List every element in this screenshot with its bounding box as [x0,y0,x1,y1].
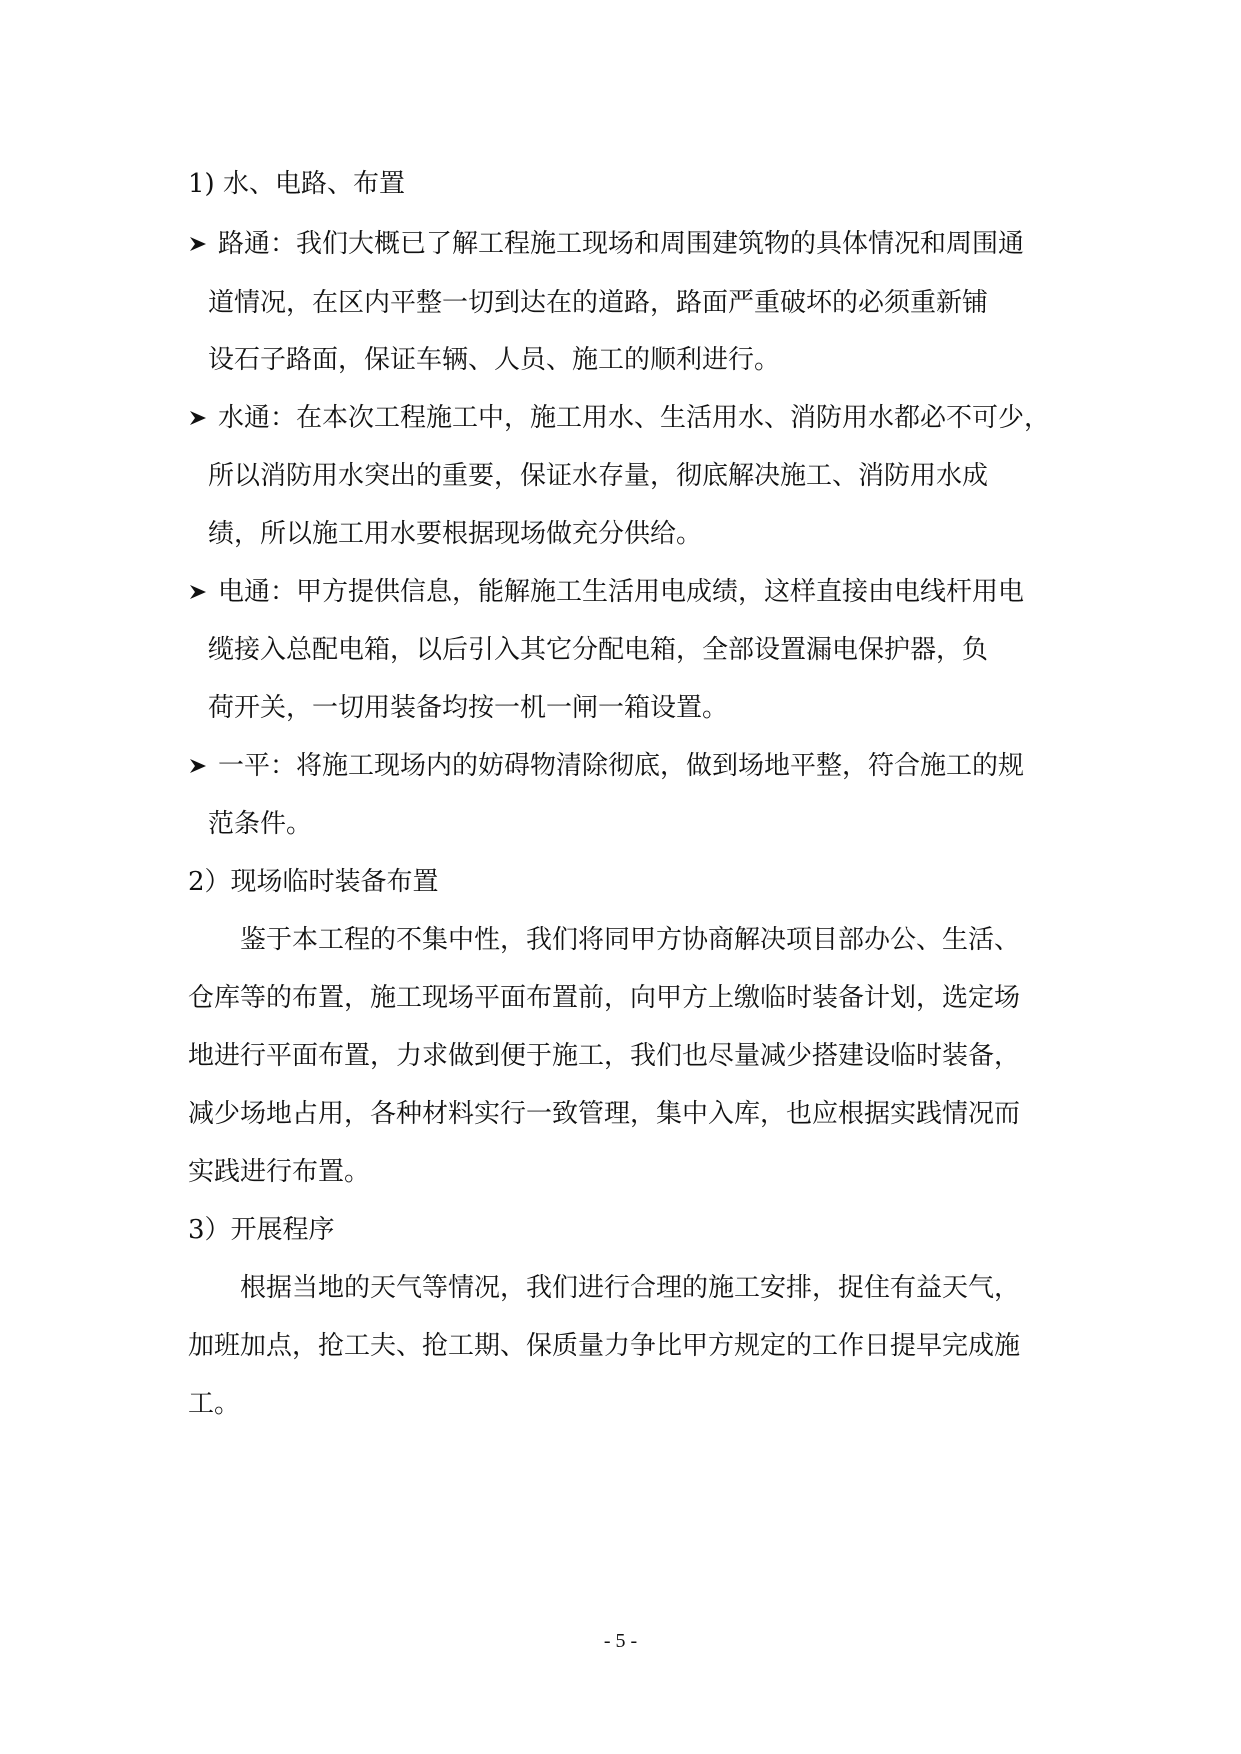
section-3-paragraph-line-2: 加班加点，抢工夫、抢工期、保质量力争比甲方规定的工作日提早完成施 [188,1331,1021,1361]
bullet-item-power-line-3: 荷开关，一切用装备均按一机一闸一箱设置。 [208,693,729,723]
bullet-item-water-line-1: 水通：在本次工程施工中，施工用水、生活用水、消防用水都必不可少， [218,403,1051,433]
section-1-heading: 1) 水、电路、布置 [188,169,405,199]
section-3-heading: 3）开展程序 [188,1215,335,1245]
section-2-paragraph-line-2: 仓库等的布置，施工现场平面布置前，向甲方上缴临时装备计划，选定场 [188,983,1021,1013]
bullet-item-road-line-3: 设石子路面，保证车辆、人员、施工的顺利进行。 [208,345,781,375]
bullet-item-level-line-1: 一平：将施工现场内的妨碍物清除彻底，做到场地平整，符合施工的规 [218,751,1025,781]
arrow-bullet-icon [188,572,212,612]
section-2-heading: 2）现场临时装备布置 [188,867,439,897]
section-2-paragraph-line-3: 地进行平面布置，力求做到便于施工，我们也尽量减少搭建设临时装备， [188,1041,1021,1071]
bullet-item-road-line-1: 路通：我们大概已了解工程施工现场和周围建筑物的具体情况和周围通 [218,229,1025,259]
section-3-paragraph-line-1: 根据当地的天气等情况，我们进行合理的施工安排，捉住有益天气， [240,1273,1021,1303]
section-2-paragraph-line-1: 鉴于本工程的不集中性，我们将同甲方协商解决项目部办公、生活、 [240,925,1021,955]
section-3-paragraph-line-3: 工。 [188,1389,241,1419]
bullet-item-level-line-2: 范条件。 [208,809,313,839]
section-2-paragraph-line-4: 减少场地占用，各种材料实行一致管理，集中入库，也应根据实践情况而 [188,1099,1021,1129]
page-number: - 5 - [603,1630,638,1652]
arrow-bullet-icon [188,398,212,438]
bullet-item-power-line-1: 电通：甲方提供信息，能解施工生活用电成绩，这样直接由电线杆用电 [218,577,1025,607]
bullet-item-water-line-2: 所以消防用水突出的重要，保证水存量，彻底解决施工、消防用水成 [208,461,989,491]
section-2-paragraph-line-5: 实践进行布置。 [188,1157,371,1187]
bullet-item-road-line-2: 道情况，在区内平整一切到达在的道路，路面严重破坏的必须重新铺 [208,288,989,318]
arrow-bullet-icon [188,746,212,786]
arrow-bullet-icon [188,224,212,264]
bullet-item-water-line-3: 绩，所以施工用水要根据现场做充分供给。 [208,519,703,549]
bullet-item-power-line-2: 缆接入总配电箱，以后引入其它分配电箱，全部设置漏电保护器，负 [208,635,989,665]
